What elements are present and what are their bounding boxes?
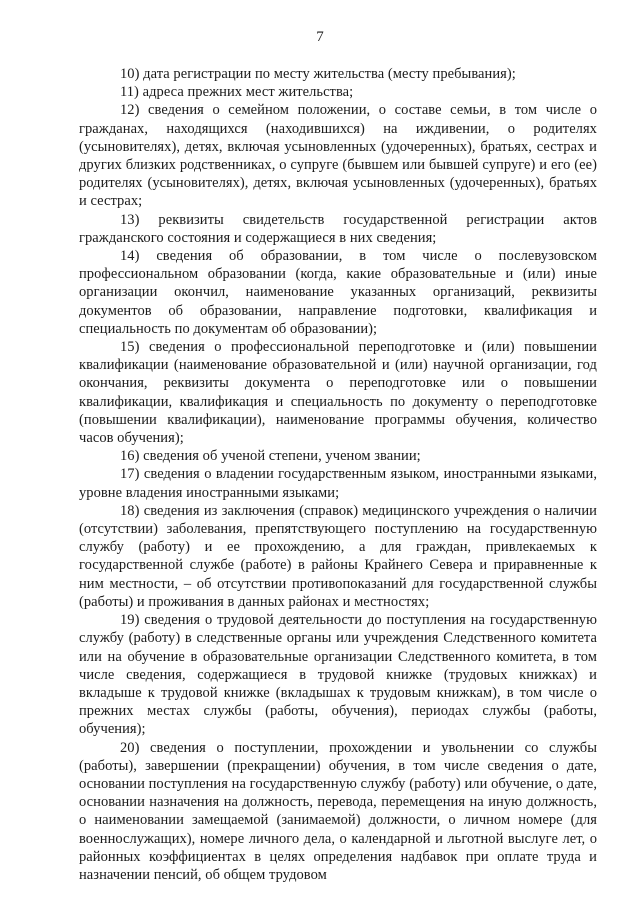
list-item-18: 18) сведения из заключения (справок) медицинского учреждения о наличии (отсутствии) заболевания, препятствующего поступлению на государственную службу (работу) и ее прохождению, а для граждан, привлекаемых к государственной службе (работе) в районы Крайнего Севера и приравненные к ним местности, – об отсутствии противопоказаний для государственной службы (работы) и проживания в данных районах и местностях; — [79, 502, 597, 610]
list-item-16: 16) сведения об ученой степени, ученом звании; — [120, 448, 421, 465]
page-number: 7 — [316, 29, 324, 45]
list-item-10: 10) дата регистрации по месту жительства (месту пребывания); — [120, 66, 516, 82]
list-item-19: 19) сведения о трудовой деятельности до поступления на государственную службу (работу) в следственные органы или учреждения Следственного комитета или на обучение в образовательные организации Следственного комитета, в том числе сведения, содержащиеся в трудовой книжке (трудовых книжках) и вкладыше к трудовой книжке (вкладышах к трудовым книжкам), в том числе о прежних местах службы (работы, обучения), периодах службы (работы, обучения); — [79, 612, 597, 738]
list-item-11: 11) адреса прежних мест жительства; — [120, 84, 354, 101]
list-item-20: 20) сведения о поступлении, прохождении и увольнении со службы (работы), завершении (прекращении) обучения, в том числе сведения о дате, основании поступления на государственную службу (работу) или обучение, о дате, основании назначения на должность, перевода, перемещения на иную должность, о наименовании замещаемой (занимаемой) должности, о личном номере (для военнослужащих), номере личного дела, о календарной и льготной выслуге лет, о районных коэффициентах в целях определения надбавок при оплате труда и назначении пенсий, об общем трудовом — [79, 739, 597, 883]
document-body — [79, 65, 597, 884]
list-item-17: 17) сведения о владении государственным языком, иностранными языками, уровне владения иностранными языками; — [79, 466, 597, 501]
list-item-15: 15) сведения о профессиональной переподготовке и (или) повышении квалификации (наименование образовательной и (или) научной организации, год окончания, реквизиты документа о переподготовке или о повышении квалификации, квалификация и специальность по документу о переподготовке (повышении квалификации), наименование программы обучения, количество часов обучения); — [79, 339, 597, 447]
list-item-14: 14) сведения об образовании, в том числе о послевузовском профессиональном образовании (когда, какие образовательные и (или) иные организации окончил, наименование указанных организаций, реквизиты документов об образовании, направление подготовки, квалификация и специальность по документам об образовании); — [79, 248, 597, 337]
list-item-13: 13) реквизиты свидетельств государственной регистрации актов гражданского состояния и содержащиеся в них сведения; — [79, 211, 597, 246]
list-item-12: 12) сведения о семейном положении, о составе семьи, в том числе о гражданах, находящихся (находившихся) на иждивении, о родителях (усыновителях), детях, включая усыновленных (удочеренных), братьях, сестрах и других близких родственниках, о супруге (бывшем или бывшей супруге) и его (ее) родителях (усыновителях), детях, включая усыновленных (удочеренных), братьях и сестрах; — [79, 102, 597, 210]
